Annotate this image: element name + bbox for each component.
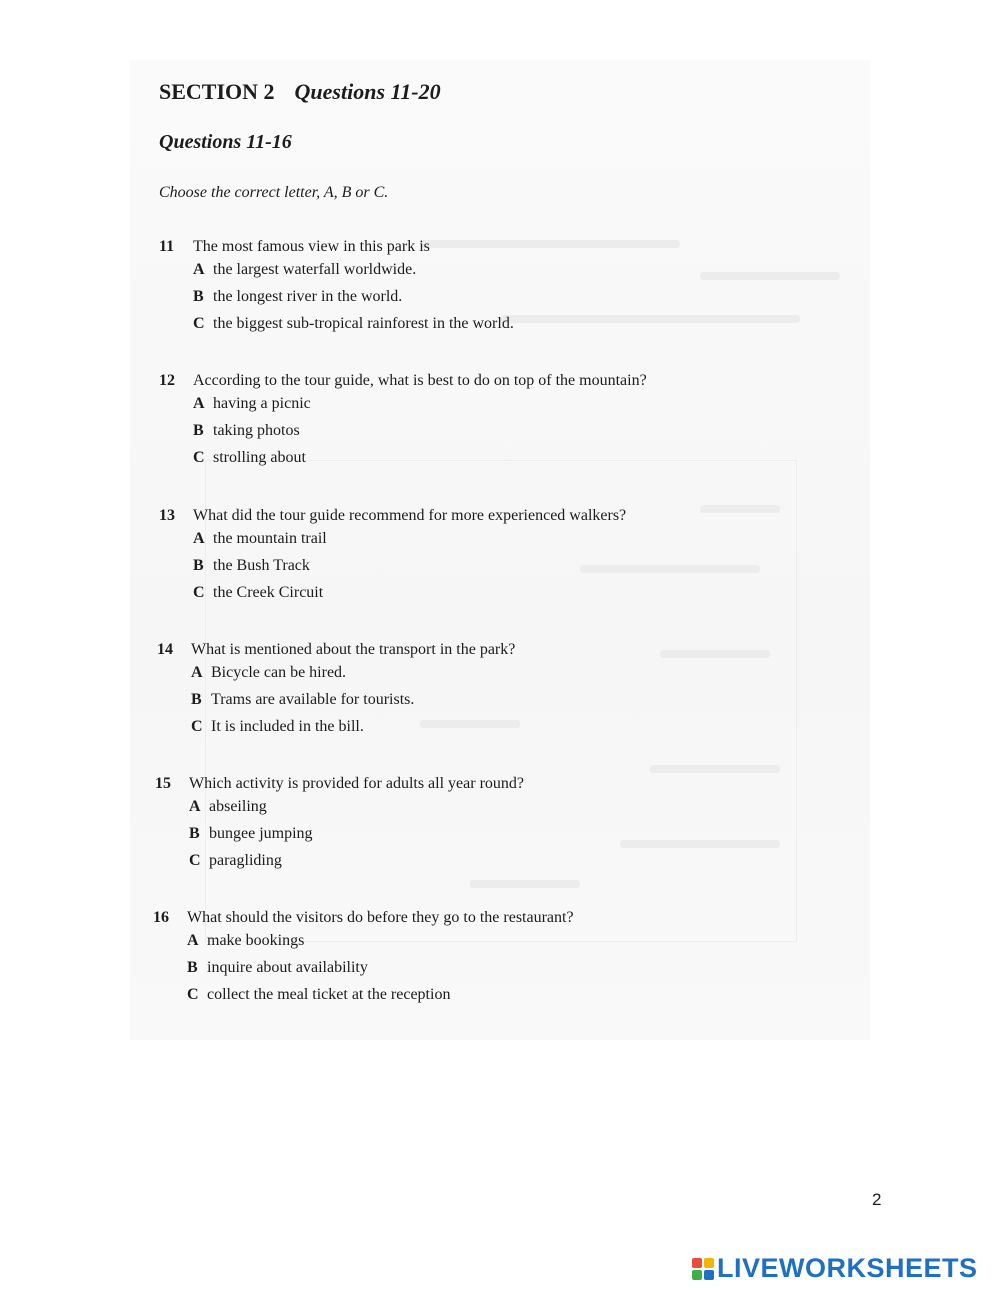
option-letter: B xyxy=(191,691,202,708)
option-b[interactable] xyxy=(191,686,515,713)
option-a[interactable] xyxy=(187,927,574,954)
option-text: the biggest sub-tropical rainforest in the world. xyxy=(213,315,514,332)
option-text: the longest river in the world. xyxy=(213,288,403,305)
question-14 xyxy=(157,641,515,740)
question-number: 12 xyxy=(159,372,175,389)
option-text: bungee jumping xyxy=(209,825,313,842)
bleed-through-line xyxy=(470,880,580,888)
logo-tile-yellow xyxy=(704,1258,714,1268)
option-text: strolling about xyxy=(213,449,306,466)
option-letter: C xyxy=(191,718,203,735)
bleed-through-line xyxy=(700,272,840,280)
bleed-through-line xyxy=(660,650,770,658)
liveworksheets-logo-icon xyxy=(692,1258,714,1280)
bleed-through-line xyxy=(700,505,780,513)
liveworksheets-wordmark: LIVEWORKSHEETS xyxy=(717,1253,978,1283)
question-11 xyxy=(159,238,514,337)
option-text: taking photos xyxy=(213,422,300,439)
option-b[interactable] xyxy=(187,954,574,981)
question-text: According to the tour guide, what is best to do on top of the mountain? xyxy=(193,372,647,389)
questions-subheading: Questions 11-16 xyxy=(159,131,292,153)
option-letter: B xyxy=(193,288,204,305)
question-text: Which activity is provided for adults all year round? xyxy=(189,775,525,792)
question-number: 13 xyxy=(159,507,175,524)
option-c[interactable] xyxy=(189,847,524,874)
option-b[interactable] xyxy=(189,820,524,847)
option-c[interactable] xyxy=(193,310,514,337)
option-text: It is included in the bill. xyxy=(211,718,364,735)
instruction-text: Choose the correct letter, A, B or C. xyxy=(159,184,389,201)
option-letter: B xyxy=(193,422,204,439)
option-text: abseiling xyxy=(209,798,267,815)
option-letter: A xyxy=(193,530,205,547)
logo-tile-green xyxy=(692,1270,702,1280)
option-letter: A xyxy=(191,664,203,681)
question-16 xyxy=(153,909,574,1008)
option-letter: A xyxy=(193,261,205,278)
option-letter: B xyxy=(189,825,200,842)
option-letter: A xyxy=(193,395,205,412)
question-12 xyxy=(159,372,647,471)
option-text: the Bush Track xyxy=(213,557,310,574)
question-text: What is mentioned about the transport in the park? xyxy=(191,641,516,658)
option-text: inquire about availability xyxy=(207,959,368,976)
option-text: the largest waterfall worldwide. xyxy=(213,261,417,278)
question-number: 16 xyxy=(153,909,169,926)
option-letter: C xyxy=(193,315,205,332)
option-letter: C xyxy=(187,986,199,1003)
option-a[interactable] xyxy=(193,390,647,417)
option-a[interactable] xyxy=(193,525,626,552)
option-letter: A xyxy=(187,932,199,949)
option-a[interactable] xyxy=(193,256,514,283)
question-15 xyxy=(155,775,524,874)
bleed-through-line xyxy=(620,840,780,848)
question-text: The most famous view in this park is xyxy=(193,238,430,255)
option-letter: C xyxy=(189,852,201,869)
option-letter: C xyxy=(193,449,205,466)
option-text: the mountain trail xyxy=(213,530,327,547)
option-text: collect the meal ticket at the reception xyxy=(207,986,451,1003)
option-c[interactable] xyxy=(191,713,515,740)
option-text: Bicycle can be hired. xyxy=(211,664,347,681)
option-a[interactable] xyxy=(191,659,515,686)
section-heading xyxy=(159,79,441,105)
option-b[interactable] xyxy=(193,283,514,310)
question-13 xyxy=(159,507,626,606)
option-b[interactable] xyxy=(193,417,647,444)
option-text: Trams are available for tourists. xyxy=(211,691,415,708)
option-text: having a picnic xyxy=(213,395,311,412)
option-c[interactable] xyxy=(193,579,626,606)
liveworksheets-logo[interactable] xyxy=(692,1253,978,1284)
bleed-through-line xyxy=(500,315,800,323)
option-letter: B xyxy=(193,557,204,574)
question-text: What should the visitors do before they go to the restaurant? xyxy=(187,909,574,926)
logo-tile-red xyxy=(692,1258,702,1268)
option-a[interactable] xyxy=(189,793,524,820)
question-number: 11 xyxy=(159,238,175,255)
question-number: 14 xyxy=(157,641,173,658)
logo-tile-blue xyxy=(704,1270,714,1280)
option-letter: A xyxy=(189,798,201,815)
section-label: SECTION 2 xyxy=(159,79,275,104)
bleed-through-line xyxy=(650,765,780,773)
option-letter: C xyxy=(193,584,205,601)
option-text: the Creek Circuit xyxy=(213,584,324,601)
option-c[interactable] xyxy=(193,444,647,471)
option-letter: B xyxy=(187,959,198,976)
section-questions-range: Questions 11-20 xyxy=(294,79,441,104)
option-c[interactable] xyxy=(187,981,574,1008)
option-text: paragliding xyxy=(209,852,282,869)
page-number: 2 xyxy=(872,1190,882,1209)
question-number: 15 xyxy=(155,775,171,792)
option-text: make bookings xyxy=(207,932,305,949)
question-text: What did the tour guide recommend for more experienced walkers? xyxy=(193,507,627,524)
option-b[interactable] xyxy=(193,552,626,579)
